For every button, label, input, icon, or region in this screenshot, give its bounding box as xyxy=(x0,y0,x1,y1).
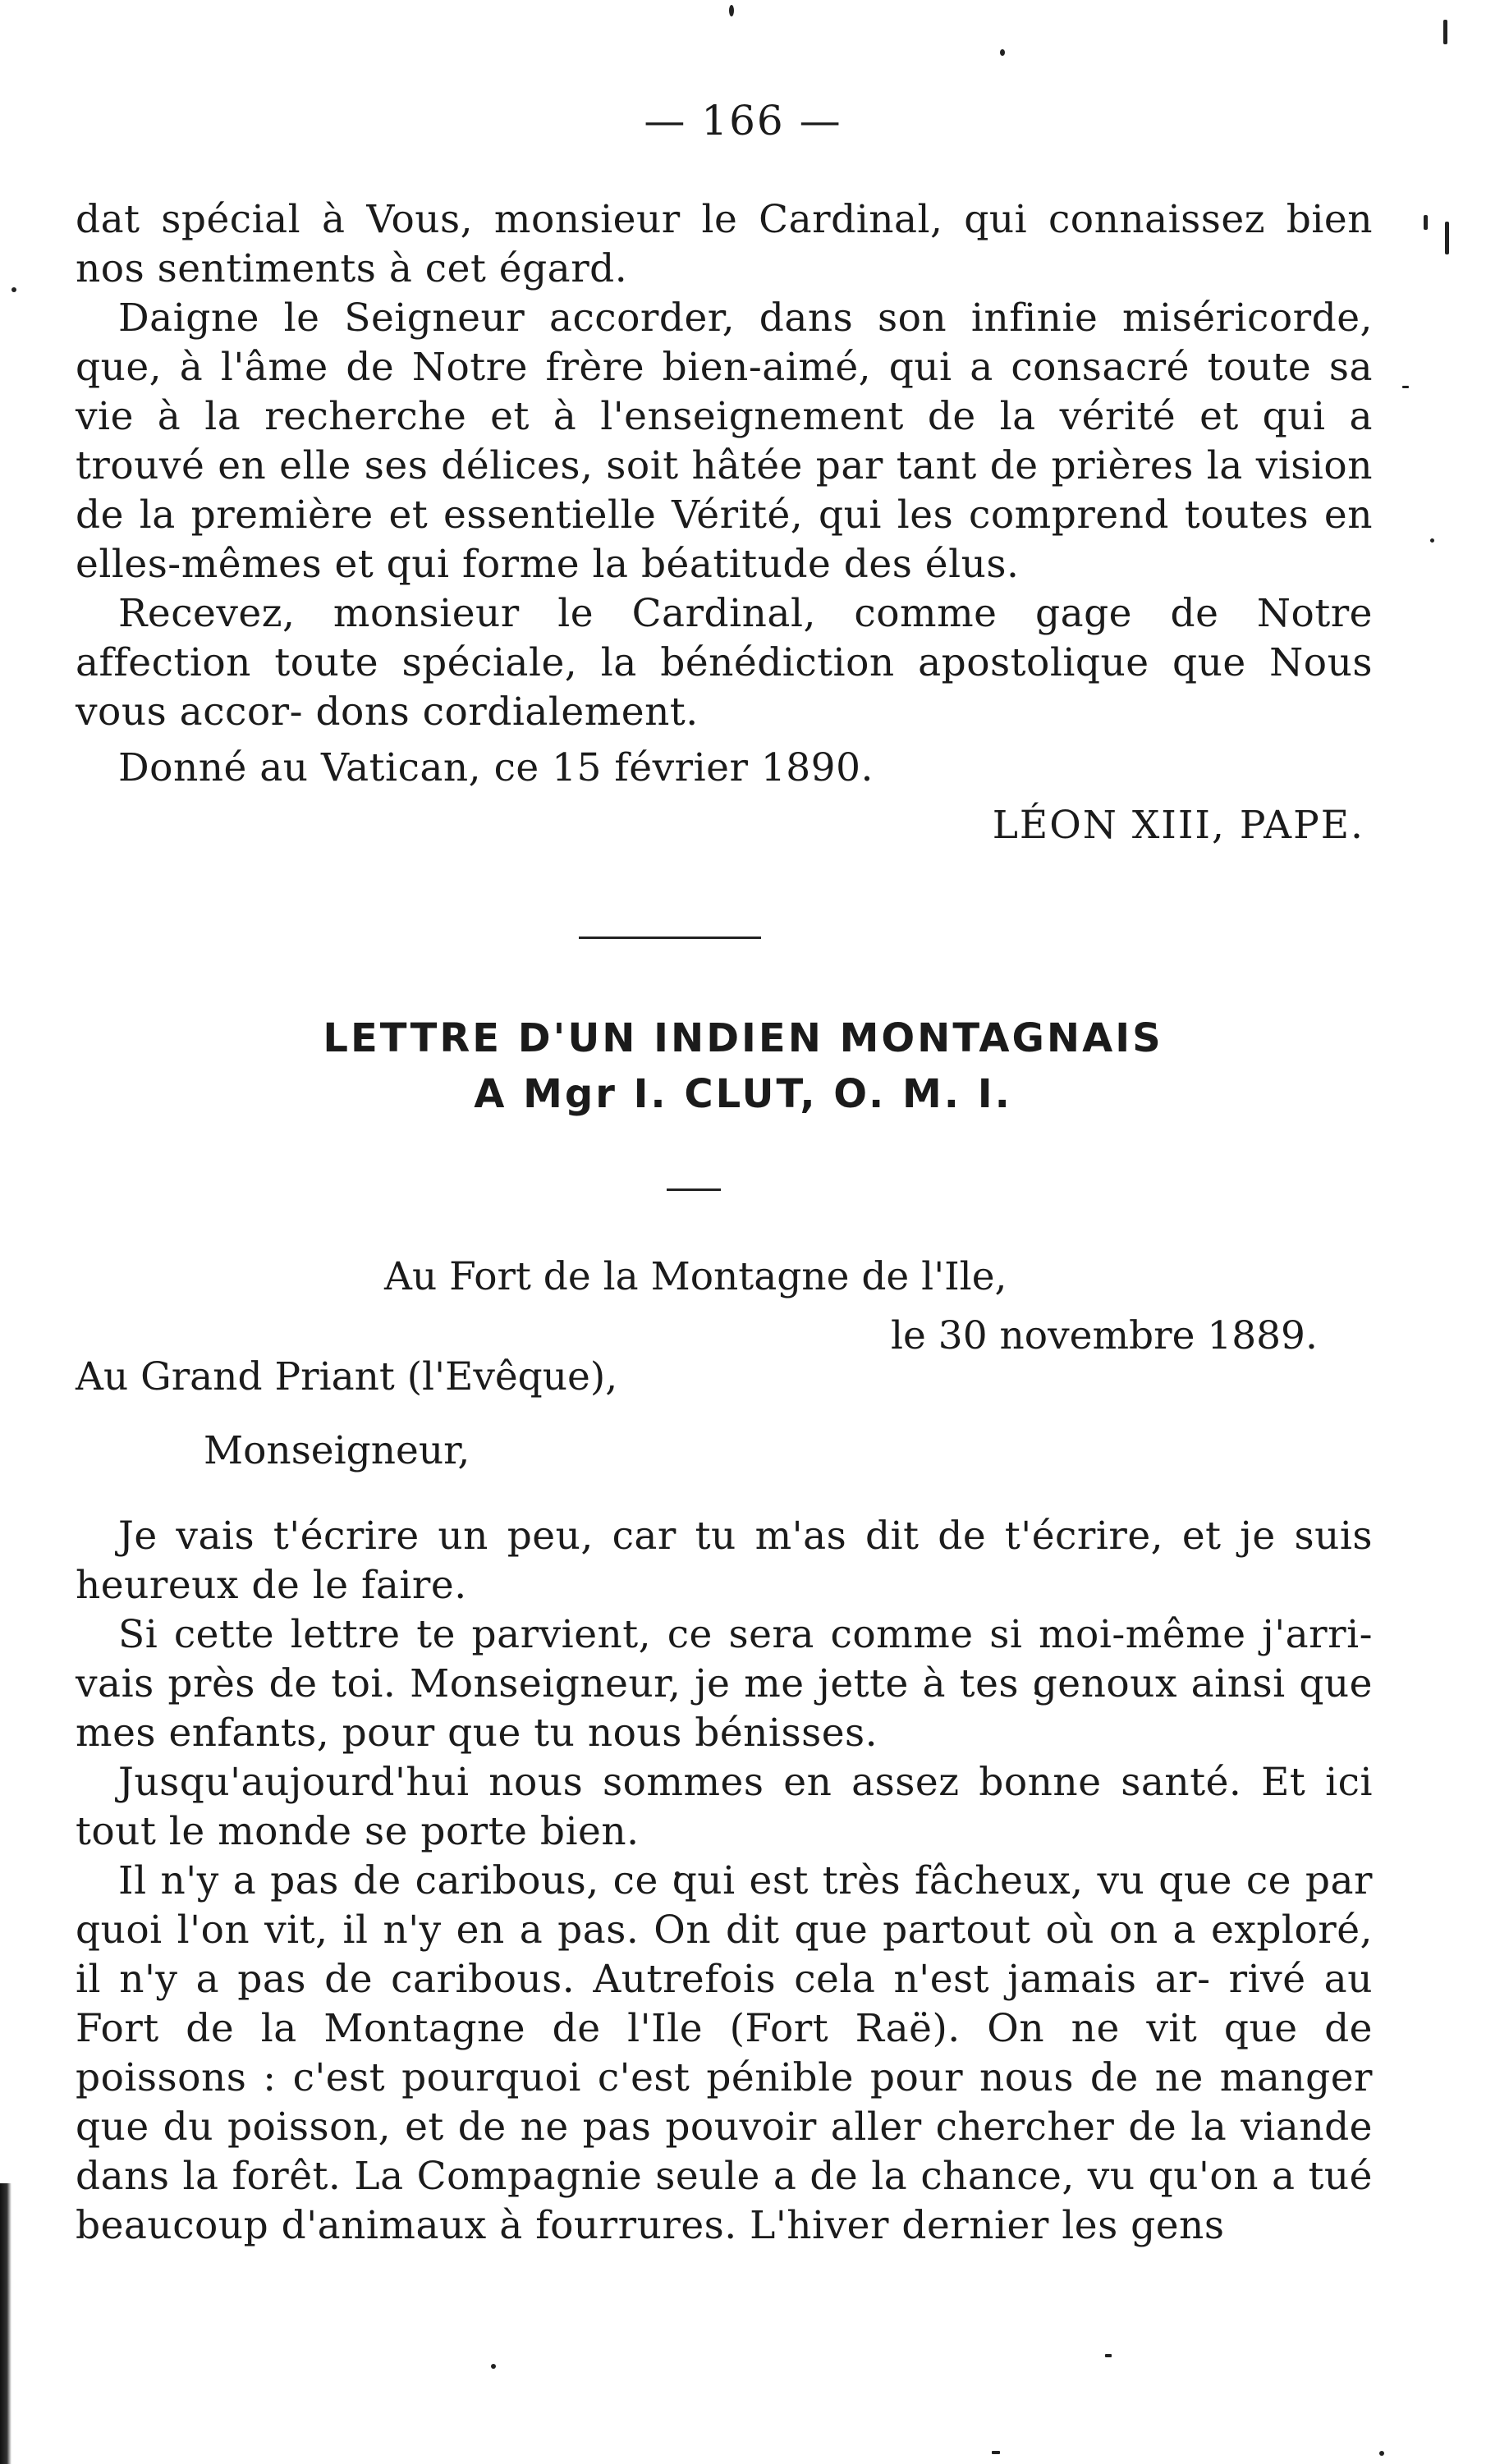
section-divider xyxy=(579,937,761,939)
text-line: que, à l'âme de Notre frère bien-aimé, qui a consacré toute xyxy=(76,345,1312,390)
dateline: Donné au Vatican, ce 15 février 1890. xyxy=(118,745,874,790)
scan-speck xyxy=(1105,2354,1112,2357)
scan-speck xyxy=(1443,20,1447,44)
text-line: tué beaucoup d'animaux à fourrures. L'hiver dernier les gens xyxy=(76,2154,1373,2248)
text-line: Je vais t'écrire un peu, car tu m'as dit de t'écrire, et je suis xyxy=(118,1514,1373,1559)
paragraph xyxy=(76,294,1373,589)
letter-place: Au Fort de la Montagne de l'Ile, xyxy=(384,1254,1007,1299)
letter-subheading: A Mgr I. CLUT, O. M. I. xyxy=(474,1071,1012,1117)
text-line: nos sentiments à cet égard. xyxy=(76,246,628,291)
text-line: par quoi l'on vit, il n'y en a pas. On dit que partout où on a xyxy=(76,1858,1373,1953)
text-line: mes enfants, pour que tu nous bénisses. xyxy=(76,1711,878,1756)
text-line: tout le monde se porte bien. xyxy=(76,1809,640,1854)
montagnais-letter-body xyxy=(76,1512,1373,2251)
paragraph xyxy=(76,1610,1373,1758)
text-line: trouvé en elle ses délices, soit hâtée par tant de prières la vision xyxy=(76,443,1373,488)
paragraph xyxy=(76,1758,1373,1857)
paragraph xyxy=(76,589,1373,737)
paragraph xyxy=(76,1857,1373,2251)
text-line: dans la forêt. La Compagnie seule a de la chance, vu qu'on a xyxy=(76,2154,1296,2199)
text-line: exploré, il n'y a pas de caribous. Autrefois cela n'est jamais ar- xyxy=(76,1908,1373,2002)
text-line: dons cordialement. xyxy=(315,689,699,735)
letter-salutation: Monseigneur, xyxy=(204,1428,470,1473)
scan-speck xyxy=(11,287,16,292)
scan-speck xyxy=(992,2451,1000,2454)
text-line: Recevez, monsieur le Cardinal, comme gage de Notre affection xyxy=(76,591,1373,685)
text-line: poissons : c'est pourquoi c'est pénible pour nous de ne manger xyxy=(76,2055,1373,2100)
text-line: rivé au Fort de la Montagne de l'Ile (Fort Raë). On ne vit que de xyxy=(76,1957,1373,2051)
letter-addressee: Au Grand Priant (l'Evêque), xyxy=(76,1354,618,1399)
scan-speck xyxy=(1424,215,1428,230)
scan-speck xyxy=(1445,222,1449,254)
letter-date: le 30 novembre 1889. xyxy=(891,1313,1318,1358)
text-line: sa vie à la recherche et à l'enseignement de la vérité et qui a xyxy=(76,345,1373,439)
scan-speck xyxy=(729,5,734,16)
text-line: dat spécial à Vous, monsieur le Cardinal, qui connaissez bien xyxy=(76,197,1373,242)
scan-edge-shadow xyxy=(0,2183,11,2464)
papal-letter-body xyxy=(76,195,1373,850)
text-line: Il n'y a pas de caribous, ce qui est très fâcheux, vu que ce xyxy=(118,1858,1291,1903)
text-line: vais près de toi. Monseigneur, je me jette à tes genoux ainsi que xyxy=(76,1661,1373,1706)
paragraph xyxy=(76,1512,1373,1610)
paragraph xyxy=(76,195,1373,294)
text-line: Jusqu'aujourd'hui nous sommes en assez bonne santé. Et ici xyxy=(118,1760,1373,1805)
page-number: — 166 — xyxy=(644,97,842,144)
signature: LÉON XIII, PAPE. xyxy=(992,803,1364,848)
text-line: de la première et essentielle Vérité, qui les comprend toutes en xyxy=(76,492,1373,538)
text-line: Daigne le Seigneur accorder, dans son infinie miséricorde, xyxy=(118,295,1373,341)
text-line: que du poisson, et de ne pas pouvoir aller chercher de la viande xyxy=(76,2104,1373,2150)
heading-divider xyxy=(667,1188,721,1191)
text-line: elles-mêmes et qui forme la béatitude des élus. xyxy=(76,542,1020,587)
scan-speck xyxy=(1430,538,1434,543)
text-line: toute spéciale, la bénédiction apostolique que Nous vous accor- xyxy=(76,640,1373,735)
text-line: heureux de le faire. xyxy=(76,1563,467,1608)
letter-heading: LETTRE D'UN INDIEN MONTAGNAIS xyxy=(323,1015,1163,1061)
scan-speck xyxy=(1379,2451,1384,2456)
scan-speck xyxy=(1000,49,1005,56)
scan-speck xyxy=(1402,386,1409,388)
text-line: Si cette lettre te parvient, ce sera comme si moi-même j'arri- xyxy=(118,1612,1373,1657)
scan-speck xyxy=(491,2364,496,2369)
